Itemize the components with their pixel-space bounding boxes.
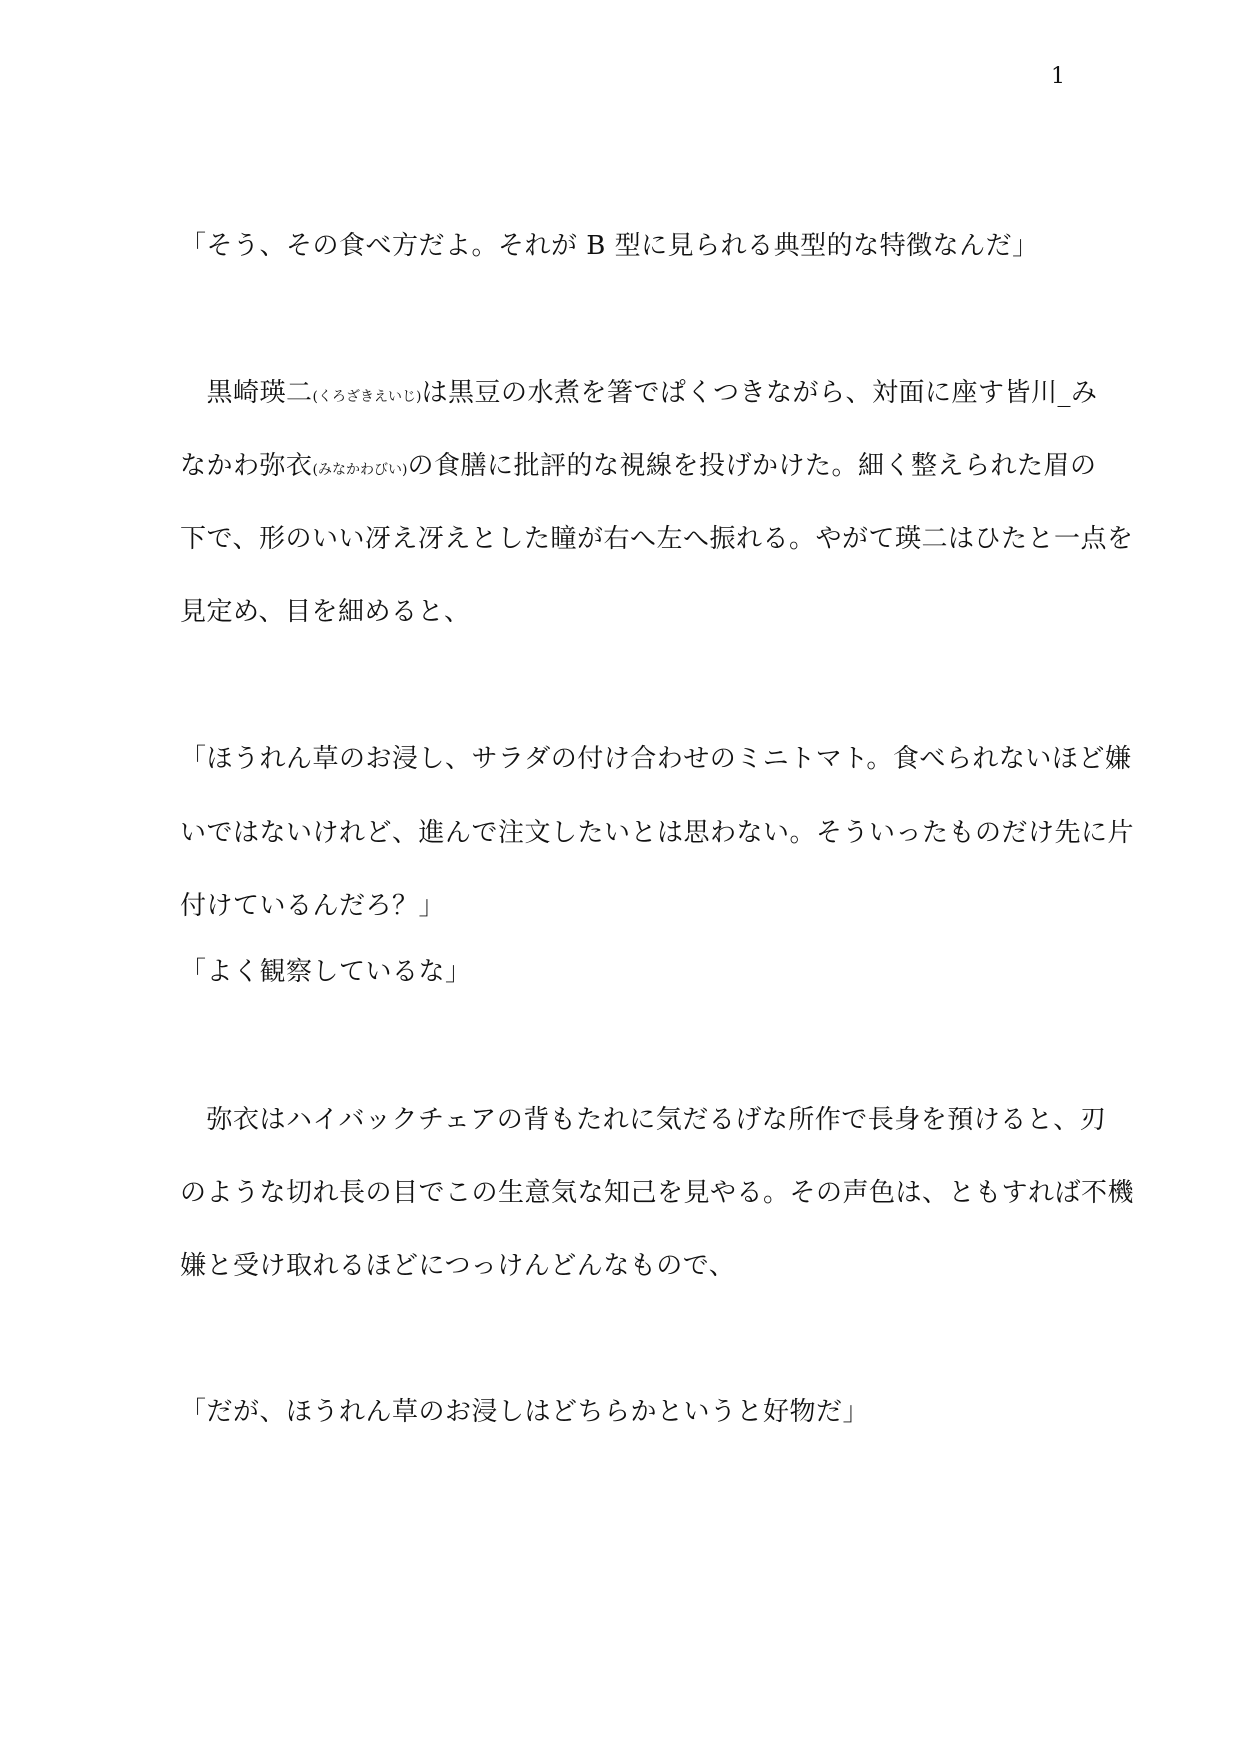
paragraph-line-7: 嫌と受け取れるほどにつっけんどんなもので、 [180,1251,736,1281]
paragraph-line-2 [180,448,1097,488]
dialogue-line-4: 付けているんだろ？」 [180,891,446,921]
paragraph-line-1 [180,375,1098,415]
paragraph-line-6: のような切れ長の目でこの生意気な知己を見やる。その声色は、ともすれば不機 [180,1178,1135,1208]
page-number: 1 [1051,64,1065,89]
dialogue-line-5: 「よく観察しているな」 [180,957,472,987]
dialogue-line-1: 「そう、その食べ方だよ。それが B 型に見られる典型的な特徴なんだ」 [180,231,1039,261]
text-segment: 黒崎瑛二 [180,378,313,408]
text-segment: の食膳に批評的な視線を投げかけた。細く整えられた眉の [407,451,1097,481]
dialogue-line-6: 「だが、ほうれん草のお浸しはどちらかというと好物だ」 [180,1397,870,1427]
text-segment: は黒豆の水煮を箸でぱくつきながら、対面に座す皆川_み [421,378,1098,408]
ruby-reading: (みなかわびい) [312,462,408,478]
dialogue-line-3: いではないけれど、進んで注文したいとは思わない。そういったものだけ先に片 [180,818,1135,848]
ruby-reading: (くろざきえいじ) [312,389,422,405]
dialogue-line-2: 「ほうれん草のお浸し、サラダの付け合わせのミニトマト。食べられないほど嫌 [180,744,1132,774]
paragraph-line-5: 弥衣はハイバックチェアの背もたれに気だるげな所作で長身を預けると、刃 [180,1105,1107,1135]
paragraph-line-4: 見定め、目を細めると、 [180,597,471,627]
paragraph-line-3: 下で、形のいい冴え冴えとした瞳が右へ左へ振れる。やがて瑛二はひたと一点を [180,524,1134,554]
text-segment: なかわ弥衣 [180,451,313,481]
